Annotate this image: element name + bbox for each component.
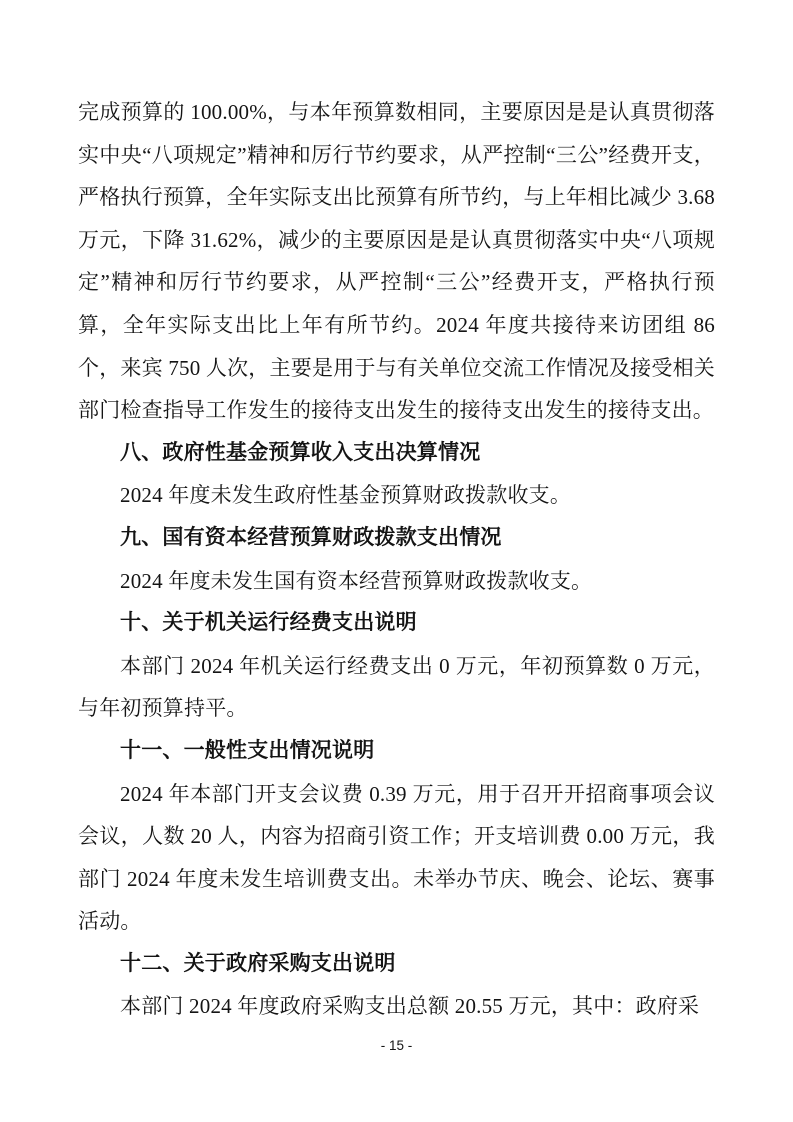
document-body [78,91,715,1028]
paragraph: 本部门 2024 年度政府采购支出总额 20.55 万元，其中：政府采 [120,994,700,1019]
page-number: - 15 - [380,1038,413,1053]
section-heading: 八、政府性基金预算收入支出决算情况 [120,440,481,464]
paragraph: 本部门 2024 年机关运行经费支出 0 万元，年初预算数 0 万元，与年初预算持平。 [78,653,715,721]
section-heading: 十一、一般性支出情况说明 [120,738,375,762]
paragraph: 2024 年度未发生政府性基金预算财政拨款收支。 [120,483,572,508]
paragraph: 2024 年本部门开支会议费 0.39 万元，用于召开开招商事项会议会议，人数 20 人，内容为招商引资工作；开支培训费 0.00 万元，我部门 2024 年度未发生培训费支出。未举办节庆、晚会、论坛、赛事活动。 [78,781,715,934]
paragraph: 完成预算的 100.00%，与本年预算数相同，主要原因是是认真贯彻落实中央“八项规定”精神和厉行节约要求，从严控制“三公”经费开支，严格执行预算，全年实际支出比预算有所节约，与上年相比减少 3.68 万元，下降 31.62%，减少的主要原因是是认真贯彻落实中央“八项规定”精神和厉行节约要求，从严控制“三公”经费开支，严格执行预算，全年实际支出比上年有所节约。2024 年度共接待来访团组 86 个，来宾 750 人次，主要是用于与有关单位交流工作情况及接受相关部门检查指导工作发生的接待支出发生的接待支出发生的接待支出。 [78,100,715,423]
paragraph: 2024 年度未发生国有资本经营预算财政拨款收支。 [120,568,593,593]
section-heading: 十二、关于政府采购支出说明 [120,951,396,975]
section-heading: 十、关于机关运行经费支出说明 [120,611,417,635]
section-heading: 九、国有资本经营预算财政拨款支出情况 [120,525,502,549]
